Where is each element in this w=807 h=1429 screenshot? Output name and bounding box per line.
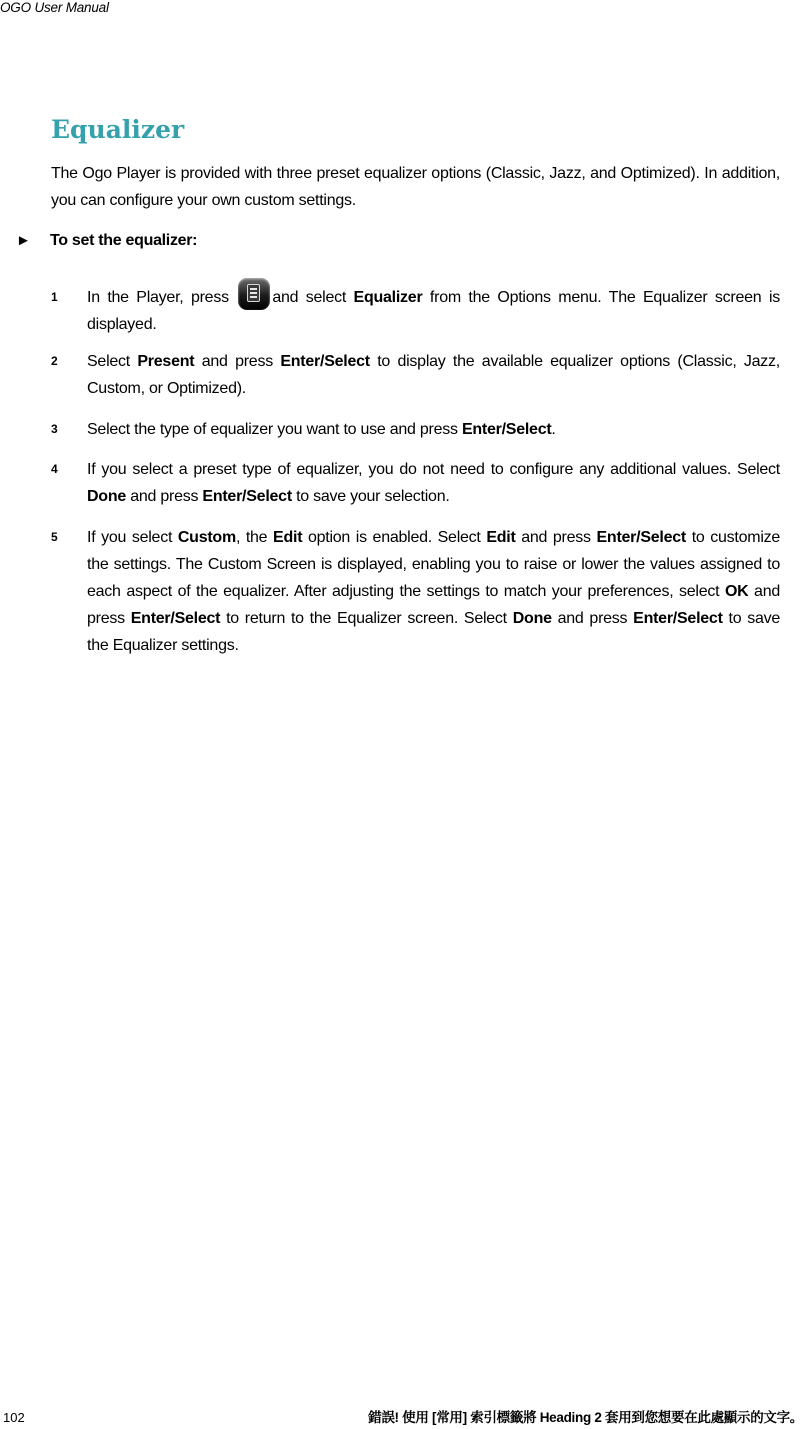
procedure-heading [16,229,197,253]
arrow-bullet-icon: ► [16,232,31,249]
intro-paragraph: The Ogo Player is provided with three preset equalizer options (Classic, Jazz, and Optimized). In addition, you can configure your own custom settings. [51,165,780,209]
section-title: Equalizer [51,115,185,144]
step-number: 5 [51,530,58,544]
step-text: Select Present and press Enter/Select to display the available equalizer options (Classic, Jazz, Custom, or Optimized). [87,353,781,397]
step-text: If you select Custom, the Edit option is enabled. Select Edit and press Enter/Select to customize the settings. The Custom Screen is displayed, enabling you to raise or lower the values assigned to each aspect of the equalizer. After adjusting the settings to match your preferences, select OK and press Enter/Select to return to the Equalizer screen. Select Done and press Enter/Select to save the Equalizer settings. [87,529,781,654]
step-number: 3 [51,422,58,436]
step-number: 2 [51,354,58,368]
step-number: 1 [51,290,58,304]
running-header: OGO User Manual [0,0,109,15]
menu-button-icon [238,278,270,310]
page-number: 102 [3,1410,25,1425]
step-text: Select the type of equalizer you want to use and press Enter/Select. [87,421,556,438]
step-number: 4 [51,462,58,476]
procedure-heading-text: To set the equalizer: [50,232,198,249]
footer-field-error: 錯誤! 使用 [常用] 索引標籤將 Heading 2 套用到您想要在此處顯示的文字。 [368,1410,803,1425]
step-text: In the Player, press and select Equalizer from the Options menu. The Equalizer screen is displayed. [87,284,780,338]
step-text: If you select a preset type of equalizer, you do not need to configure any additional values. Select Done and press Enter/Select to save your selection. [87,461,780,505]
